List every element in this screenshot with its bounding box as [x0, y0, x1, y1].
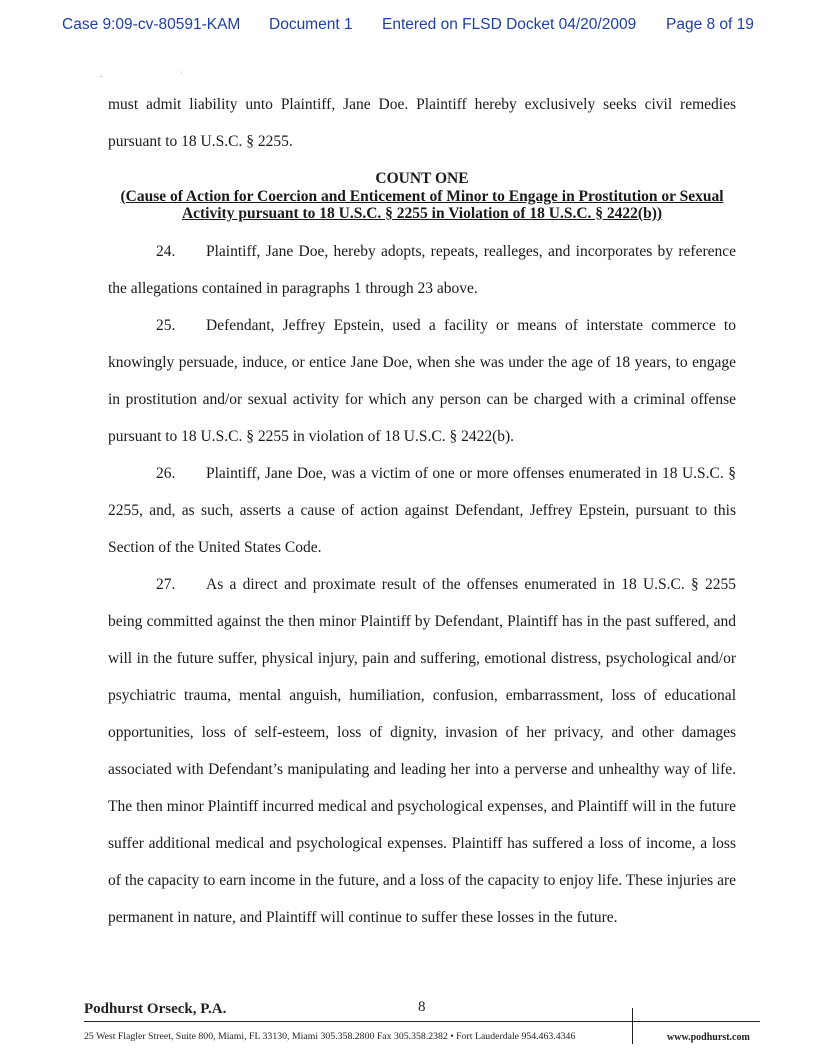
paragraph-number: 25. — [156, 317, 176, 334]
page-indicator: Page 8 of 19 — [666, 16, 754, 33]
paragraph-continuation: must admit liability unto Plaintiff, Jane Doe. Plaintiff hereby exclusively seeks civil remedies pursuant to 18 U.S.C. § 2255. — [108, 96, 736, 150]
footer-vertical-divider — [632, 1008, 633, 1044]
paragraph-text: Defendant, Jeffrey Epstein, used a facility or means of interstate commerce to knowingly persuade, induce, or entice Jane Doe, when she was under the age of 18 years, to engage in prostitution and/or sexual activity for which any person can be charged with a criminal offense pursuant to 18 U.S.C. § 2255 in violation of 18 U.S.C. § 2422(b). — [108, 317, 736, 445]
paragraph-25 — [108, 307, 736, 455]
footer-website: www.podhurst.com — [667, 1032, 750, 1043]
document-number: Document 1 — [269, 16, 353, 33]
ecf-header — [0, 16, 820, 38]
scan-specks: . ˙ — [100, 70, 221, 79]
footer-address: 25 West Flagler Street, Suite 800, Miami, FL 33130, Miami 305.358.2800 Fax 305.358.2382 • Fort Lauderdale 954.463.4346 — [84, 1031, 576, 1042]
case-number: Case 9:09-cv-80591-KAM — [62, 16, 241, 33]
footer-divider — [84, 1021, 760, 1022]
footer-page-number: 8 — [418, 999, 426, 1015]
paragraph-text: Plaintiff, Jane Doe, hereby adopts, repeats, realleges, and incorporates by reference the allegations contained in paragraphs 1 through 23 above. — [108, 243, 736, 297]
docket-entry-date: Entered on FLSD Docket 04/20/2009 — [382, 16, 637, 33]
paragraph-number: 26. — [156, 465, 176, 482]
paragraph-24 — [108, 233, 736, 307]
paragraph-number: 24. — [156, 243, 176, 260]
count-subtitle: (Cause of Action for Coercion and Enticement of Minor to Engage in Prostitution or Sexual Activity pursuant to 18 U.S.C. § 2255 in Violation of 18 U.S.C. § 2422(b)) — [120, 187, 724, 222]
paragraph-text: Plaintiff, Jane Doe, was a victim of one or more offenses enumerated in 18 U.S.C. § 2255, and, as such, asserts a cause of action against Defendant, Jeffrey Epstein, pursuant to this Section of the United States Code. — [108, 465, 736, 556]
footer-firm-name: Podhurst Orseck, P.A. — [84, 1001, 227, 1017]
paragraph-27 — [108, 566, 736, 936]
paragraph-text: As a direct and proximate result of the offenses enumerated in 18 U.S.C. § 2255 being committed against the then minor Plaintiff by Defendant, Plaintiff has in the past suffered, and will in the future suffer, physical injury, pain and suffering, emotional distress, psychological and/or psychiatric trauma, mental anguish, humiliation, confusion, embarrassment, loss of educational opportunities, loss of self-esteem, loss of dignity, invasion of her privacy, and other damages associated with Defendant’s manipulating and leading her into a perverse and unhealthy way of life. The then minor Plaintiff incurred medical and psychological expenses, and Plaintiff will in the future suffer additional medical and psychological expenses. Plaintiff has suffered a loss of income, a loss of the capacity to earn income in the future, and a loss of the capacity to enjoy life. These injuries are permanent in nature, and Plaintiff will continue to suffer these losses in the future. — [108, 576, 736, 926]
paragraph-number: 27. — [156, 576, 176, 593]
count-title: COUNT ONE — [375, 170, 469, 187]
paragraph-26 — [108, 455, 736, 566]
count-heading — [108, 170, 736, 223]
